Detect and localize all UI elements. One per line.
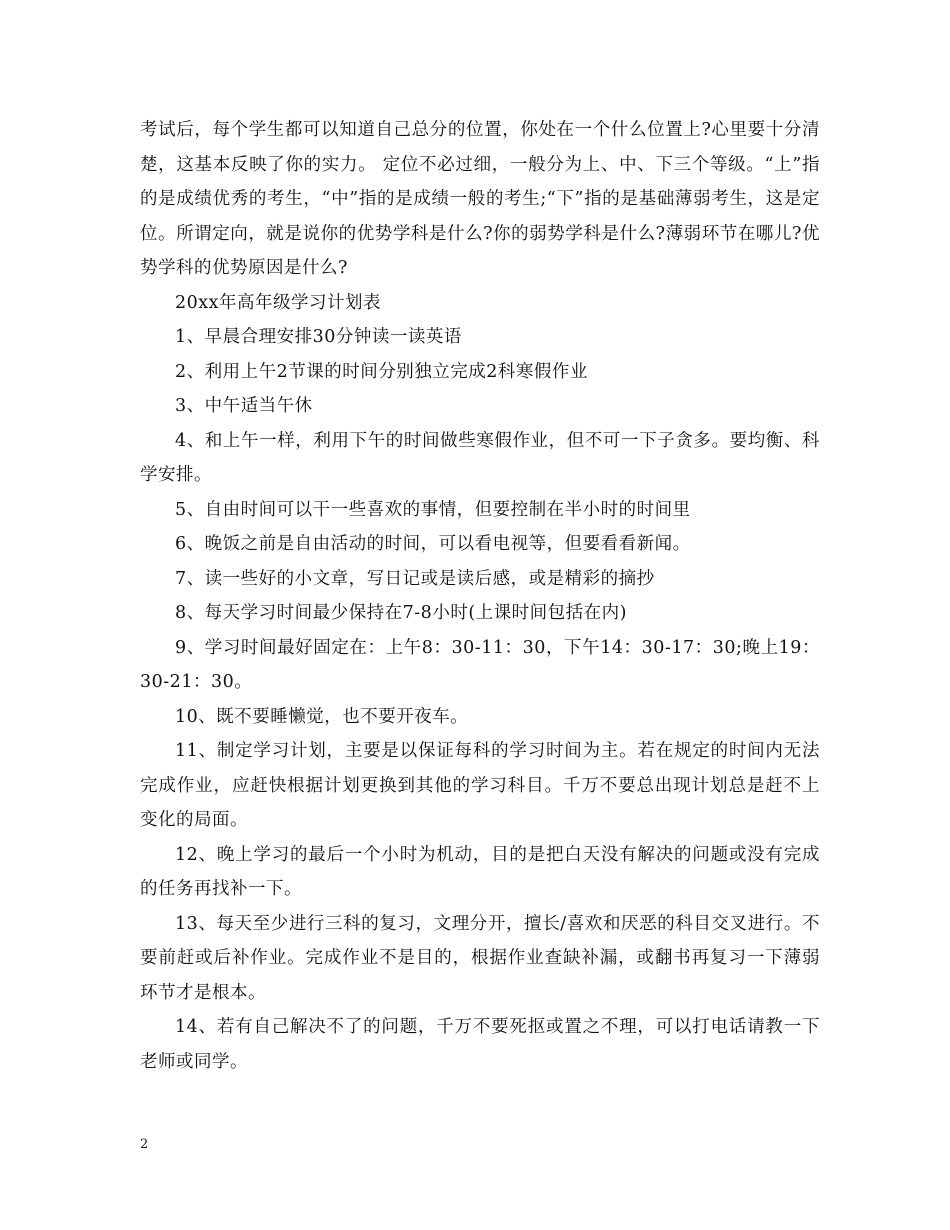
plan-item-5: 5、自由时间可以干一些喜欢的事情，但要控制在半小时的时间里 [175, 499, 691, 520]
plan-item-12: 12、晚上学习的最后一个小时为机动，目的是把白天没有解决的问题或没有完成的任务再找补一下。 [140, 844, 820, 899]
page-number: 2 [140, 1137, 149, 1152]
plan-item-6: 6、晚饭之前是自由活动的时间，可以看电视等，但要看看新闻。 [175, 534, 691, 554]
plan-title: 20xx年高年级学习计划表 [175, 292, 382, 313]
plan-item-4: 4、和上午一样，利用下午的时间做些寒假作业，但不可一下子贪多。要均衡、科学安排。 [140, 430, 820, 485]
plan-item-7: 7、读一些好的小文章，写日记或是读后感，或是精彩的摘抄 [175, 568, 655, 589]
plan-item-3: 3、中午适当午休 [175, 396, 313, 416]
plan-item-11: 11、制定学习计划，主要是以保证每科的学习时间为主。若在规定的时间内无法完成作业，应赶快根据计划更换到其他的学习科目。千万不要总出现计划总是赶不上变化的局面。 [140, 741, 820, 830]
document-body [140, 113, 820, 1079]
plan-item-1: 1、早晨合理安排30分钟读一读英语 [175, 327, 462, 347]
paragraph-positioning: 考试后，每个学生都可以知道自己总分的位置，你处在一个什么位置上?心里要十分清楚，这基本反映了你的实力。 定位不必过细，一般分为上、中、下三个等级。“上”指的是成绩优秀的考生，“中”指的是成绩一般的考生;“下”指的是基础薄弱考生，这是定位。所谓定向，就是说你的优势学科是什么?你的弱势学科是什么?薄弱环节在哪儿?优势学科的优势原因是什么? [140, 120, 820, 278]
plan-item-14: 14、若有自己解决不了的问题，千万不要死抠或置之不理，可以打电话请教一下老师或同学。 [140, 1017, 820, 1072]
plan-item-9: 9、学习时间最好固定在：上午8：30-11：30，下午14：30-17：30;晚上19：30-21：30。 [140, 637, 820, 692]
plan-item-13: 13、每天至少进行三科的复习，文理分开，擅长/喜欢和厌恶的科目交叉进行。不要前赶或后补作业。完成作业不是目的，根据作业查缺补漏，或翻书再复习一下薄弱环节才是根本。 [140, 913, 820, 1003]
plan-item-10: 10、既不要睡懒觉，也不要开夜车。 [175, 706, 469, 727]
plan-item-2: 2、利用上午2节课的时间分别独立完成2科寒假作业 [175, 361, 588, 382]
plan-item-8: 8、每天学习时间最少保持在7-8小时(上课时间包括在内) [175, 603, 627, 623]
